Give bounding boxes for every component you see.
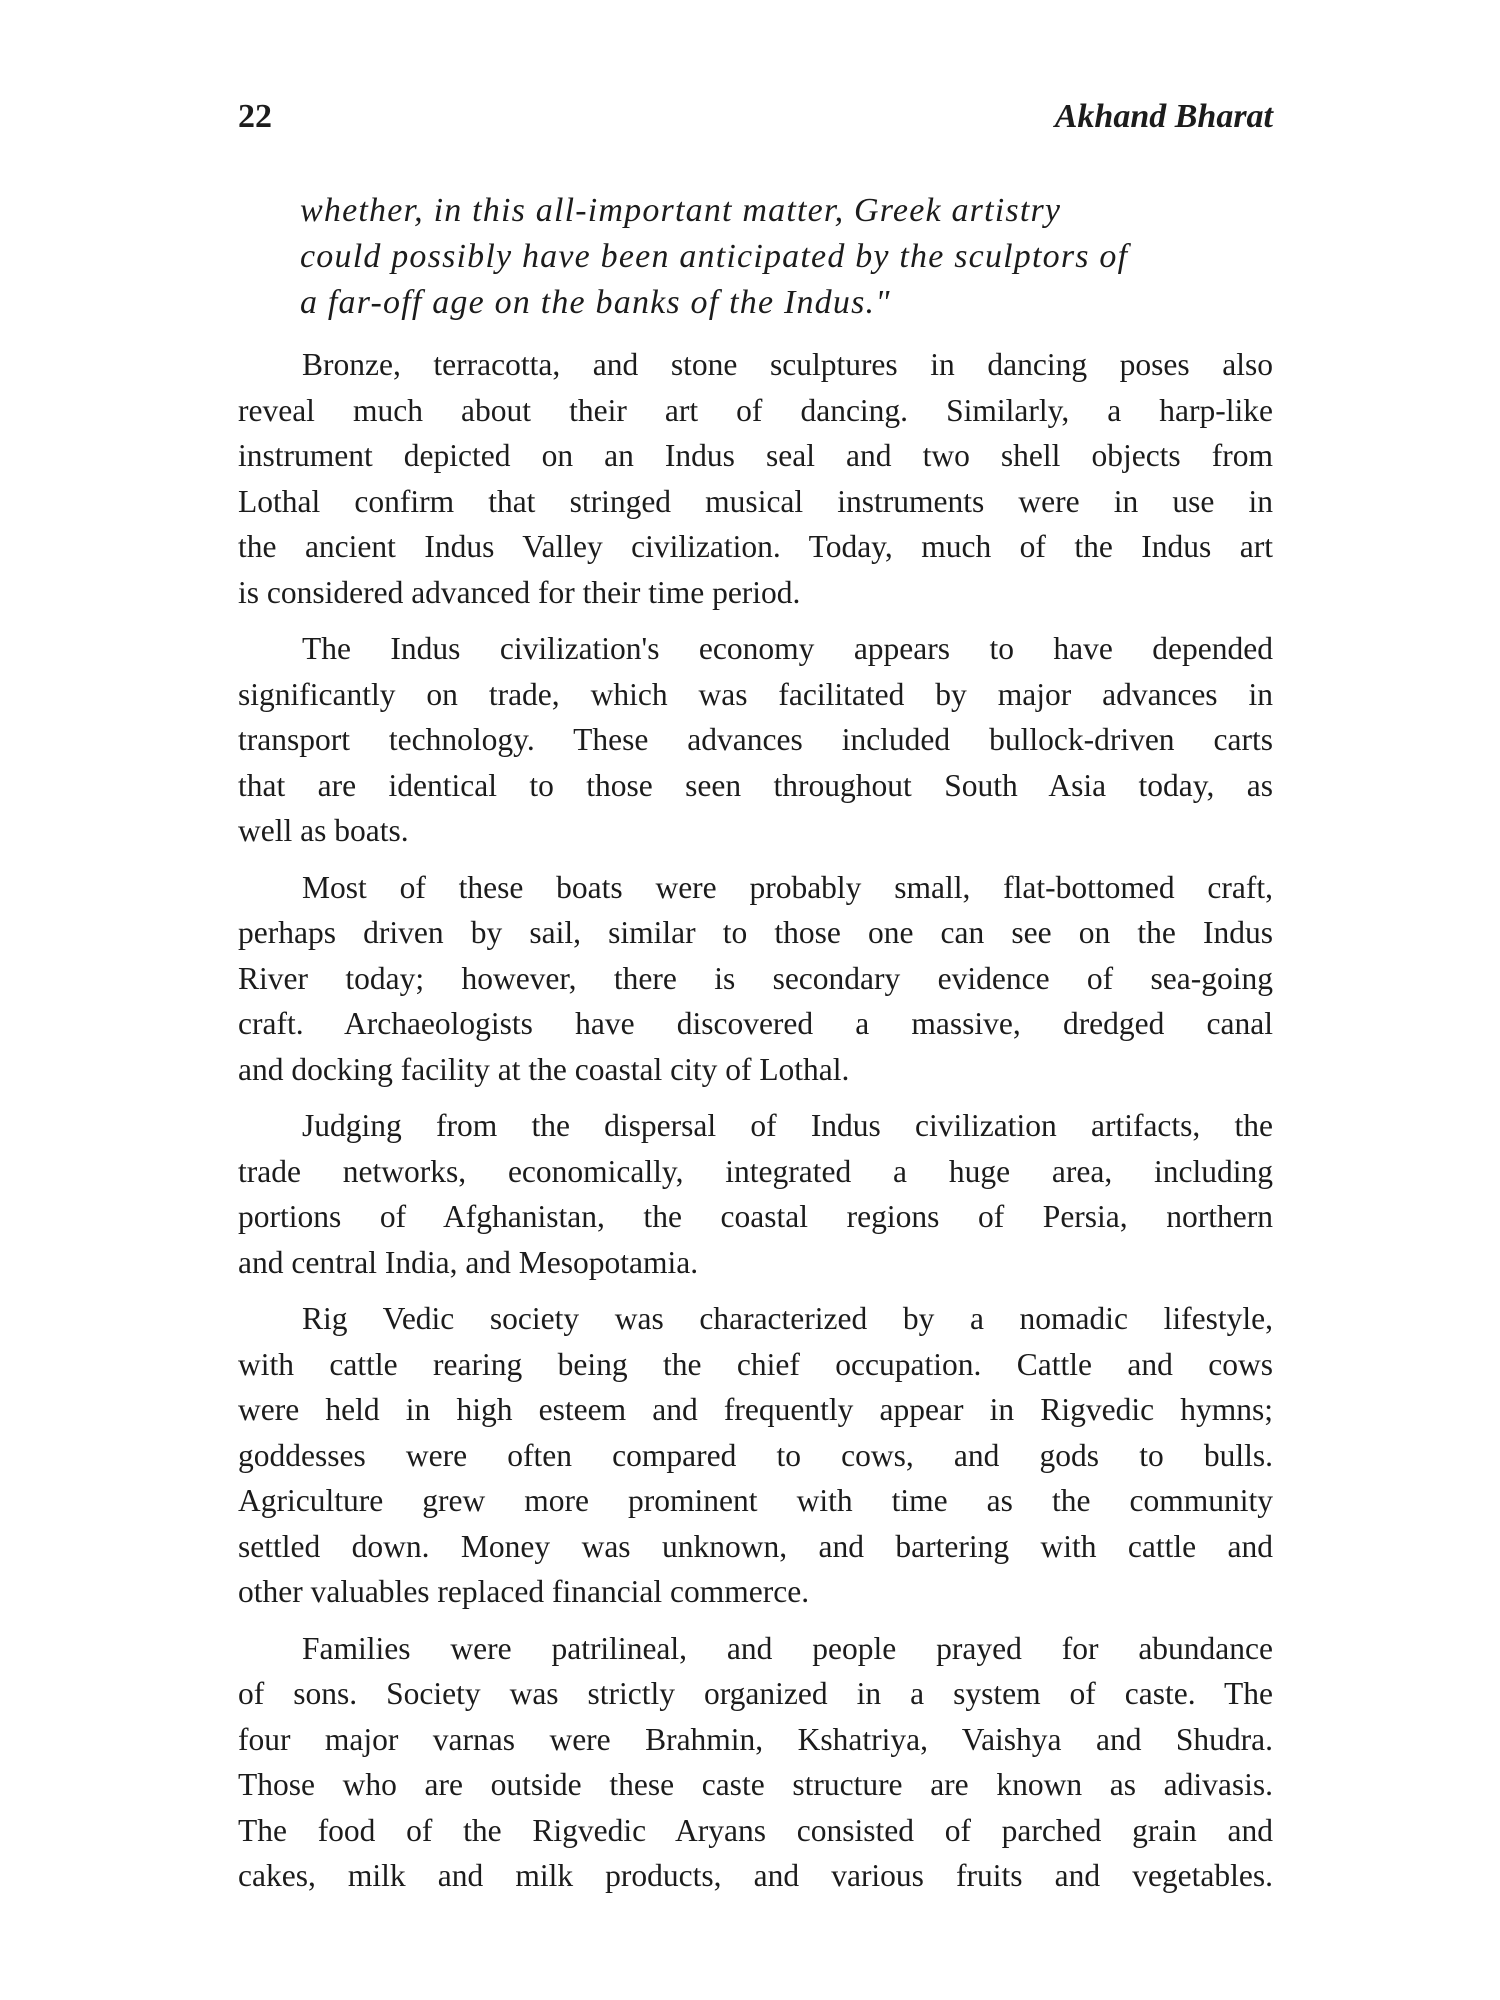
paragraph-families-caste (238, 1626, 1273, 1899)
text-line: Agriculture grew more prominent with time as the community (238, 1483, 1273, 1518)
text-line: River today; however, there is secondary evidence of sea-going (238, 960, 1273, 996)
text-line: other valuables replaced financial commerce. (238, 1574, 810, 1609)
body-text (238, 342, 1273, 1910)
text-line: significantly on trade, which was facilitated by major advances in (238, 676, 1273, 712)
text-line: Rig Vedic society was characterized by a nomadic lifestyle, (302, 1301, 1273, 1336)
quote-line: could possibly have been anticipated by the sculptors of (300, 238, 1129, 275)
running-title: Akhand Bharat (1054, 98, 1273, 135)
paragraph-trade-networks (238, 1103, 1273, 1285)
text-line: Judging from the dispersal of Indus civilization artifacts, the (302, 1108, 1273, 1143)
block-quote (300, 188, 1260, 326)
text-line: Bronze, terracotta, and stone sculptures in dancing poses also (302, 347, 1273, 382)
text-line: cakes, milk and milk products, and various fruits and vegetables. (238, 1858, 1273, 1893)
text-line: four major varnas were Brahmin, Kshatriya, Vaishya and Shudra. (238, 1721, 1273, 1757)
text-line: of sons. Society was strictly organized in a system of caste. The (238, 1676, 1273, 1711)
text-line: that are identical to those seen throughout South Asia today, as (238, 767, 1273, 803)
quote-line: a far-off age on the banks of the Indus." (300, 284, 891, 321)
text-line: Lothal confirm that stringed musical instruments were in use in (238, 483, 1273, 519)
text-line: settled down. Money was unknown, and bartering with cattle and (238, 1528, 1273, 1564)
text-line: the ancient Indus Valley civilization. Today, much of the Indus art (238, 529, 1273, 564)
paragraph-rig-vedic-society (238, 1296, 1273, 1615)
text-line: craft. Archaeologists have discovered a massive, dredged canal (238, 1006, 1273, 1041)
text-line: is considered advanced for their time period. (238, 574, 801, 610)
text-line: Families were patrilineal, and people prayed for abundance (302, 1630, 1273, 1666)
text-line: with cattle rearing being the chief occupation. Cattle and cows (238, 1346, 1273, 1382)
text-line: perhaps driven by sail, similar to those one can see on the Indus (238, 915, 1273, 950)
page-header (238, 98, 1273, 148)
text-line: goddesses were often compared to cows, and gods to bulls. (238, 1437, 1273, 1473)
text-line: were held in high esteem and frequently appear in Rigvedic hymns; (238, 1392, 1273, 1427)
text-line: Most of these boats were probably small, flat-bottomed craft, (302, 869, 1273, 905)
quote-line: whether, in this all-important matter, Greek artistry (300, 192, 1062, 229)
text-line: portions of Afghanistan, the coastal regions of Persia, northern (238, 1199, 1273, 1234)
text-line: and docking facility at the coastal city of Lothal. (238, 1051, 850, 1087)
page-number: 22 (238, 98, 272, 135)
text-line: well as boats. (238, 813, 409, 848)
paragraph-economy (238, 626, 1273, 854)
text-line: instrument depicted on an Indus seal and two shell objects from (238, 438, 1273, 473)
text-line: Those who are outside these caste structure are known as adivasis. (238, 1767, 1273, 1802)
text-line: trade networks, economically, integrated a huge area, including (238, 1153, 1273, 1189)
paragraph-boats (238, 865, 1273, 1093)
text-line: transport technology. These advances included bullock-driven carts (238, 722, 1273, 757)
text-line: The Indus civilization's economy appears to have depended (302, 631, 1273, 666)
text-line: and central India, and Mesopotamia. (238, 1244, 699, 1280)
paragraph-dance-music (238, 342, 1273, 615)
text-line: The food of the Rigvedic Aryans consisted of parched grain and (238, 1812, 1273, 1848)
text-line: reveal much about their art of dancing. Similarly, a harp-like (238, 392, 1273, 428)
